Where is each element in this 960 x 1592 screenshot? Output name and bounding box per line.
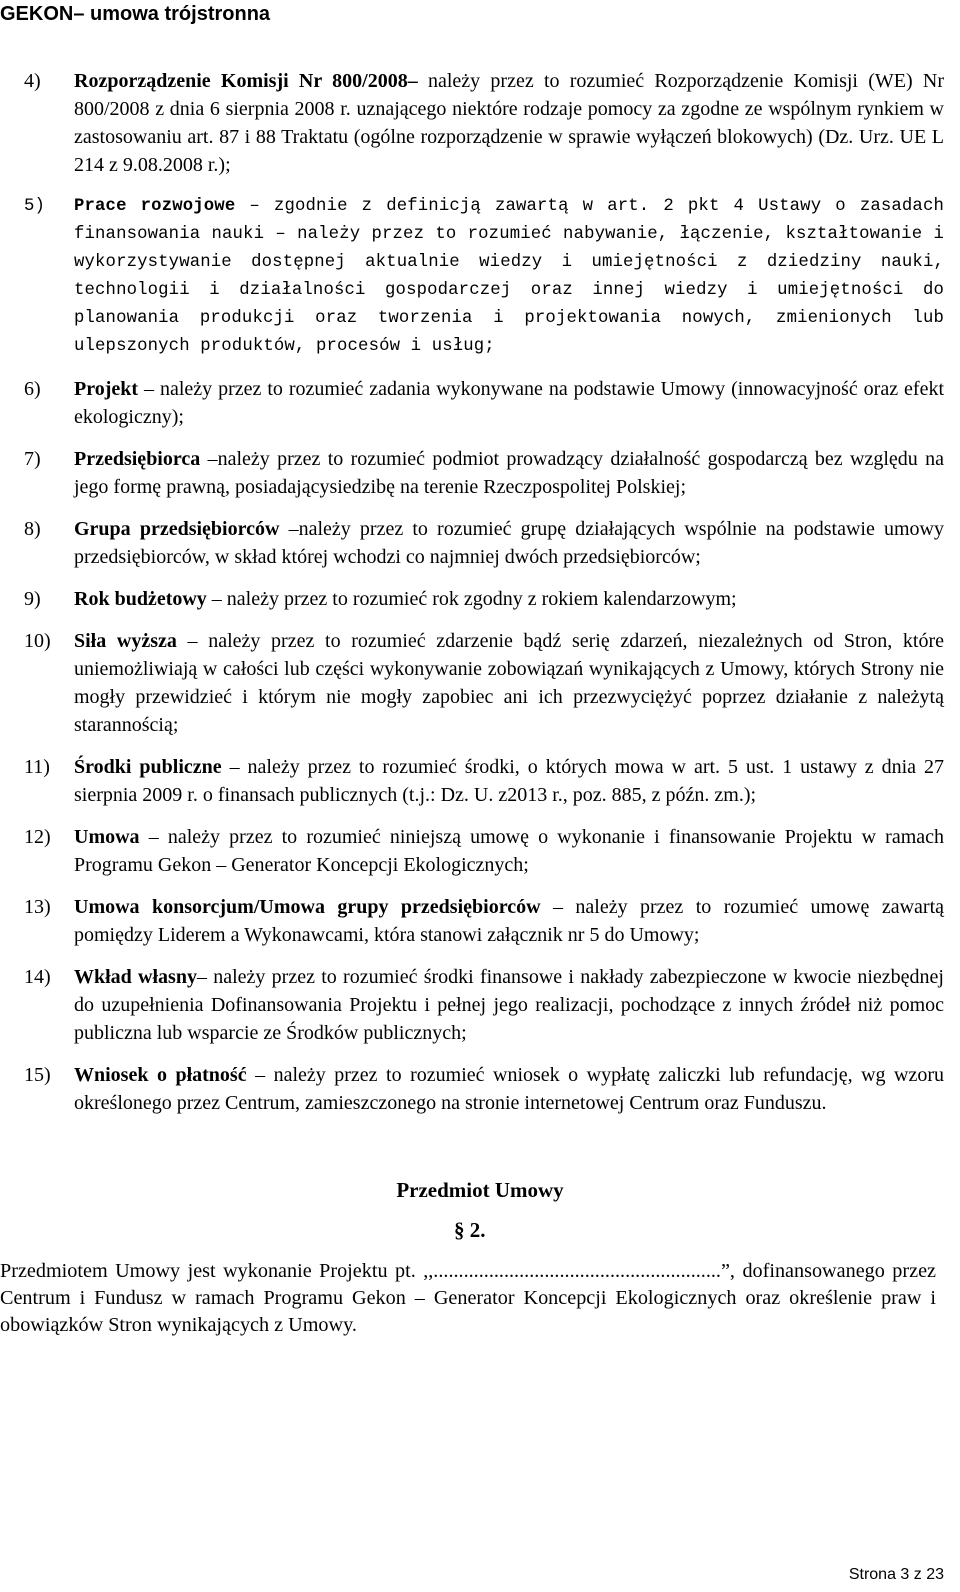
- definition-body: [74, 627, 944, 739]
- paragraph-number: [454, 1218, 486, 1243]
- definition-body: [74, 515, 944, 571]
- definition-term: Umowa: [74, 826, 140, 848]
- definition-term: Środki publiczne: [74, 756, 222, 778]
- definition-text: – należy przez to rozumieć umowę zawartą pomiędzy Liderem a Wykonawcami, która stanowi załącznik nr 5 do Umowy;: [74, 896, 945, 946]
- definition-body: [74, 585, 944, 613]
- definition-item: [24, 585, 944, 613]
- definition-text: – należy przez to rozumieć środki, o których mowa w art. 5 ust. 1 ustawy z dnia 27 sierpnia 2009 r. o finansach publicznych (t.j.: Dz. U. z2013 r., poz. 885, z późn. zm.);: [74, 756, 944, 806]
- item-number: 11): [24, 756, 50, 778]
- item-number: 8): [24, 518, 41, 540]
- item-number: 6): [24, 378, 41, 400]
- item-number: 9): [24, 588, 41, 610]
- definition-text: – należy przez to rozumieć wniosek o wypłatę zaliczki lub refundację, wg wzoru określonego przez Centrum, zamieszczonego na stronie internetowej Centrum oraz Funduszu.: [74, 1064, 945, 1114]
- definition-text: – należy przez to rozumieć zadania wykonywane na podstawie Umowy (innowacyjność oraz efekt ekologiczny);: [74, 378, 944, 428]
- definition-text: – należy przez to rozumieć niniejszą umowę o wykonanie i finansowanie Projektu w ramach Programu Gekon – Generator Koncepcji Ekologicznych;: [74, 826, 944, 876]
- item-number: 12): [24, 826, 51, 848]
- item-number: 4): [24, 70, 41, 92]
- definition-body: [74, 963, 944, 1047]
- definition-text: – należy przez to rozumieć rok zgodny z rokiem kalendarzowym;: [206, 588, 737, 610]
- definition-body: [74, 445, 944, 501]
- item-number: 10): [24, 630, 51, 652]
- section-sign-glyph: §: [454, 1218, 470, 1242]
- definition-item: [24, 375, 944, 431]
- definition-body: [74, 193, 944, 361]
- definition-term: Grupa przedsiębiorców: [74, 518, 280, 540]
- definitions-list: [24, 67, 944, 1131]
- definition-item: [24, 627, 944, 739]
- definition-text: – należy przez to rozumieć środki finansowe i nakłady zabezpieczone w kwocie niezbędnej do uzupełnienia Dofinansowania Projektu i pełnej jego realizacji, pochodzące z innych źródeł niż pomoc publiczna lub wsparcie ze Środków publicznych;: [74, 966, 944, 1044]
- definition-text: – zgodnie z definicją zawartą w art. 2 pkt 4 Ustawy o zasadach finansowania nauki – należy przez to rozumieć nabywanie, łączenie, kształtowanie i wykorzystywanie dostępnej aktualnie wiedzy i umiejętności z dziedziny nauki, technologii i działalności gospodarczej oraz innej wiedzy i umiejętności do planowania produkcji oraz tworzenia i projektowania nowych, zmienionych lub ulepszonych produktów, procesów i usług;: [74, 197, 944, 356]
- definition-term: Wkład własny: [74, 966, 197, 988]
- document-header: GEKON– umowa trójstronna: [0, 3, 271, 25]
- definition-body: [74, 375, 944, 431]
- definition-item: [24, 893, 944, 949]
- definition-item: [24, 963, 944, 1047]
- item-number: 13): [24, 896, 51, 918]
- definition-text: –należy przez to rozumieć grupę działających wspólnie na podstawie umowy przedsiębiorców, w skład której wchodzi co najmniej dwóch przedsiębiorców;: [74, 518, 944, 568]
- subject-paragraph: Przedmiotem Umowy jest wykonanie Projektu pt. ,,.........................................................”, dofinansowanego przez Centrum i Fundusz w ramach Programu Gekon – Generator Koncepcji Ekologicznych oraz określenie praw i obowiązków Stron wynikających z Umowy.: [0, 1260, 936, 1336]
- definition-term: Rok budżetowy: [74, 588, 207, 610]
- definition-item: [24, 753, 944, 809]
- definition-body: [74, 823, 944, 879]
- definition-body: [74, 1061, 944, 1117]
- definition-term: Rozporządzenie Komisji Nr 800/2008–: [74, 70, 418, 92]
- definition-item: [24, 823, 944, 879]
- definition-item: [24, 515, 944, 571]
- definition-text: należy przez to rozumieć Rozporządzenie Komisji (WE) Nr 800/2008 z dnia 6 sierpnia 2008 r. uznającego niektóre rodzaje pomocy za zgodne ze wspólnym rynkiem w zastosowaniu art. 87 i 88 Traktatu (ogólne rozporządzenie w sprawie wyłączeń blokowych) (Dz. Urz. UE L 214 z 9.08.2008 r.);: [74, 70, 944, 176]
- definition-term: Wniosek o płatność: [74, 1064, 247, 1086]
- definition-body: [74, 753, 944, 809]
- item-number: 15): [24, 1064, 51, 1086]
- definition-item: [24, 445, 944, 501]
- page-number: Strona 3 z 23: [848, 1566, 944, 1583]
- definition-term: Siła wyższa: [74, 630, 177, 652]
- definition-term: Projekt: [74, 378, 139, 400]
- paragraph-number-value: 2.: [469, 1218, 486, 1242]
- item-number: 7): [24, 448, 41, 470]
- definition-body: [74, 67, 944, 179]
- item-number: 5): [24, 197, 46, 216]
- definition-term: Przedsiębiorca: [74, 448, 201, 470]
- definition-item: [24, 193, 944, 361]
- definition-item: [24, 67, 944, 179]
- section-title: Przedmiot Umowy: [396, 1178, 564, 1202]
- definition-item: [24, 1061, 944, 1117]
- definition-text: – należy przez to rozumieć zdarzenie bądź serię zdarzeń, niezależnych od Stron, które uniemożliwiają w całości lub części wykonywanie zobowiązań wynikających z Umowy, których Strony nie mogły przewidzieć i którym nie mogły zapobiec ani ich przezwyciężyć poprzez działanie z należytą starannością;: [74, 630, 945, 736]
- definition-text: –należy przez to rozumieć podmiot prowadzący działalność gospodarczą bez względu na jego formę prawną, posiadającysiedzibę na terenie Rzeczpospolitej Polskiej;: [74, 448, 944, 498]
- definition-term: Prace rozwojowe: [74, 197, 236, 216]
- definition-body: [74, 893, 944, 949]
- item-number: 14): [24, 966, 51, 988]
- definition-term: Umowa konsorcjum/Umowa grupy przedsiębiorców: [74, 896, 541, 918]
